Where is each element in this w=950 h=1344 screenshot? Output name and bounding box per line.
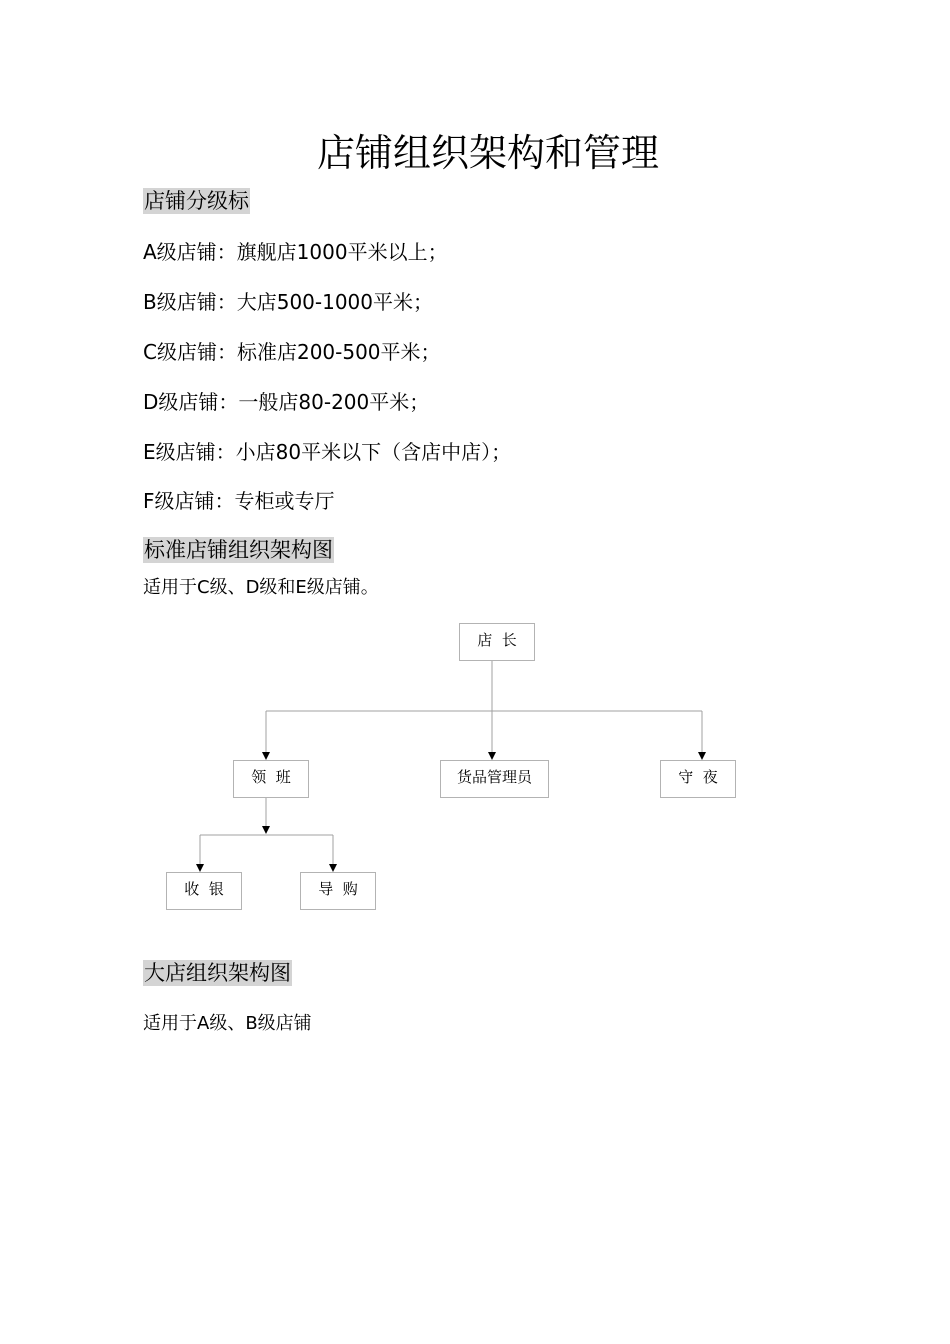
document-title: 店铺组织架构和管理	[316, 131, 659, 175]
arrow-from-leader	[262, 826, 270, 834]
arrow-to-goods-manager	[488, 752, 496, 760]
large-store-org-note: 适用于A级、B级店铺	[143, 1013, 312, 1034]
org-node-cashier: 收 银	[166, 872, 242, 910]
org-node-shift-leader: 领 班	[233, 760, 309, 798]
grade-line-f: F级店铺：专柜或专厅	[143, 489, 335, 513]
grade-line-c: C级店铺：标准店200-500平米；	[143, 340, 441, 364]
arrow-to-leader	[262, 752, 270, 760]
grade-line-e: E级店铺：小店80平米以下（含店中店）；	[143, 440, 512, 464]
org-node-store-manager: 店 长	[459, 623, 535, 661]
section-heading-standard-org: 标准店铺组织架构图	[144, 538, 333, 562]
standard-org-note: 适用于C级、D级和E级店铺。	[143, 577, 379, 598]
grade-line-b: B级店铺：大店500-1000平米；	[143, 290, 434, 314]
section-heading-large-store-org: 大店组织架构图	[144, 961, 291, 985]
arrow-to-shopping-guide	[329, 864, 337, 872]
arrow-to-night-guard	[698, 752, 706, 760]
grade-line-d: D级店铺：一般店80-200平米；	[143, 390, 430, 414]
org-node-goods-manager: 货品管理员	[440, 760, 549, 798]
grade-line-a: A级店铺：旗舰店1000平米以上；	[143, 240, 448, 264]
section-heading-grading: 店铺分级标	[144, 189, 249, 213]
arrow-to-cashier	[196, 864, 204, 872]
org-node-shopping-guide: 导 购	[300, 872, 376, 910]
org-node-night-guard: 守 夜	[660, 760, 736, 798]
